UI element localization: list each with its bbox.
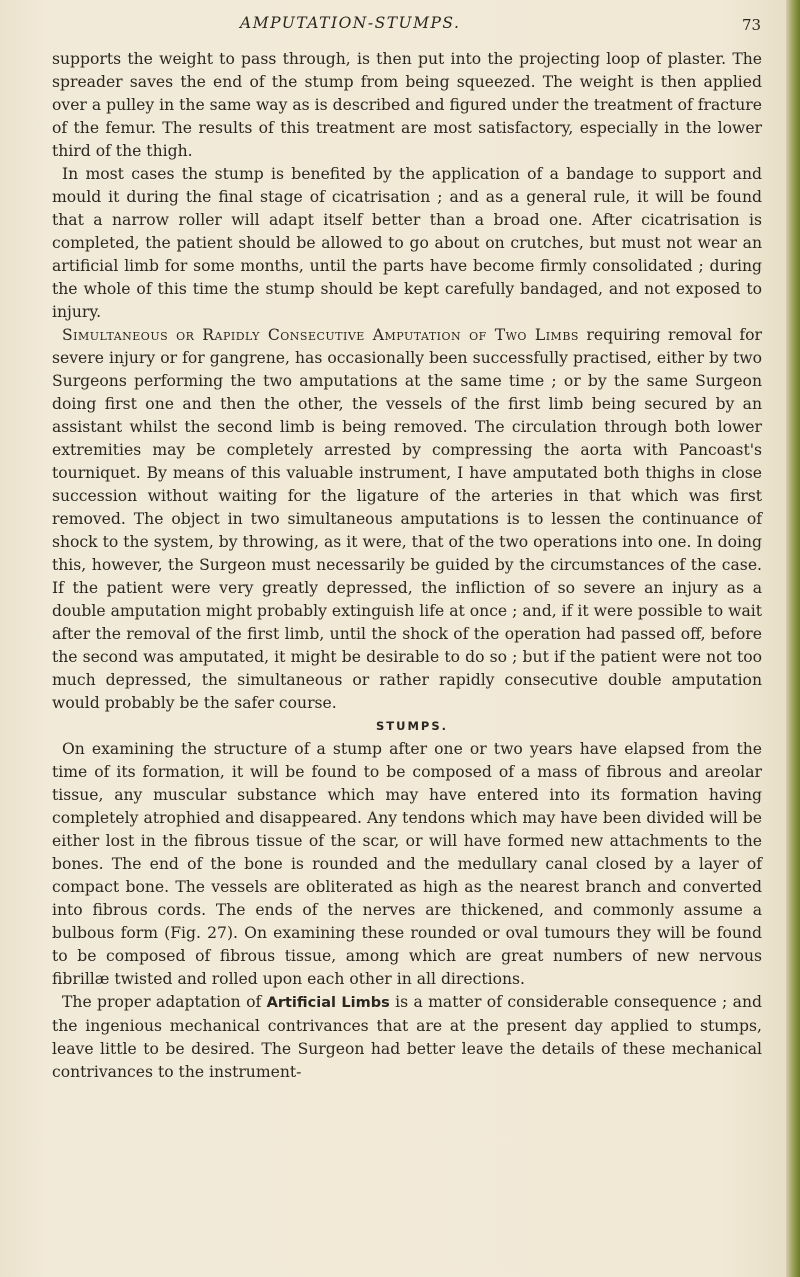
paragraph-5-bold: Artificial Limbs [266, 995, 390, 1011]
body-text [52, 48, 762, 1084]
section-heading: STUMPS. [376, 719, 448, 733]
paragraph-2: In most cases the stump is benefited by the application of a bandage to support and mould it during the final stage of cicatrisation ; and as a general rule, it will be found that a narrow roller will adapt itself better than a broad one. After cicatrisation is completed, the patient should be allowed to go about on crutches, but must not wear an artificial limb for some months, until the parts have become firmly consolidated ; during the whole of this time the stump should be kept carefully bandaged, and not exposed to injury. [52, 165, 762, 321]
page-edge-binding [786, 0, 800, 1277]
page-number: 73 [742, 16, 762, 34]
paragraph-4: On examining the structure of a stump after one or two years have elapsed from the time of its formation, it will be found to be composed of a mass of fibrous and areolar tissue, any muscular substance which may have entered into its formation having completely atrophied and disappeared. Any tendons which may have been divided will be either lost in the fibrous tissue of the scar, or will have formed new attachments to the bones. The end of the bone is rounded and the medullary canal closed by a layer of compact bone. The vessels are obliterated as high as the nearest branch and converted into fibrous cords. The ends of the nerves are thickened, and commonly assume a bulbous form (Fig. 27). On examining these rounded or oval tumours they will be found to be composed of fibrous tissue, among which are great numbers of new nervous fibrillæ twisted and rolled upon each other in all directions. [52, 740, 762, 988]
page-header [0, 12, 800, 42]
paragraph-3-lead: Simultaneous or Rapidly Consecutive Amputation of Two Limbs [62, 326, 579, 344]
paragraph-5 [52, 991, 762, 1084]
paragraph-3 [52, 324, 762, 715]
paragraph-3-text: requiring removal for severe injury or for gangrene, has occasionally been successfully practised, either by two Surgeons performing the two amputations at the same time ; or by the same Surgeon doing first one and then the other, the vessels of the first limb being secured by an assistant whilst the second limb is being removed. The circulation through both lower extremities may be completely arrested by compressing the aorta with Pancoast's tourniquet. By means of this valuable instrument, I have amputated both thighs in close succession without waiting for the ligature of the arteries in that which was first removed. The object in two simultaneous amputations is to lessen the continuance of shock to the system, by throwing, as it were, that of the two operations into one. In doing this, however, the Surgeon must necessarily be guided by the circumstances of the case. If the patient were very greatly depressed, the infliction of so severe an injury as a double amputation might probably extinguish life at once ; and, if it were possible to wait after the removal of the first limb, until the shock of the operation had passed off, before the second was amputated, it might be desirable to do so ; but if the patient were not too much depressed, the simultaneous or rather rapidly consecutive double amputation would probably be the safer course. [52, 326, 762, 712]
running-head: AMPUTATION-STUMPS. [240, 14, 461, 32]
paragraph-5-start: The proper adaptation of [62, 993, 267, 1011]
paragraph-1: supports the weight to pass through, is then put into the projecting loop of plaster. The spreader saves the end of the stump from being squeezed. The weight is then applied over a pulley in the same way as is described and figured under the treatment of fracture of the femur. The results of this treatment are most satisfactory, especially in the lower third of the thigh. [52, 50, 762, 160]
paragraph-5-end: is a matter of considerable consequence ; and the ingenious mechanical contrivances that are at the present day applied to stumps, leave little to be desired. The Surgeon had better leave the details of these mechanical contrivances to the instrument- [52, 993, 762, 1081]
